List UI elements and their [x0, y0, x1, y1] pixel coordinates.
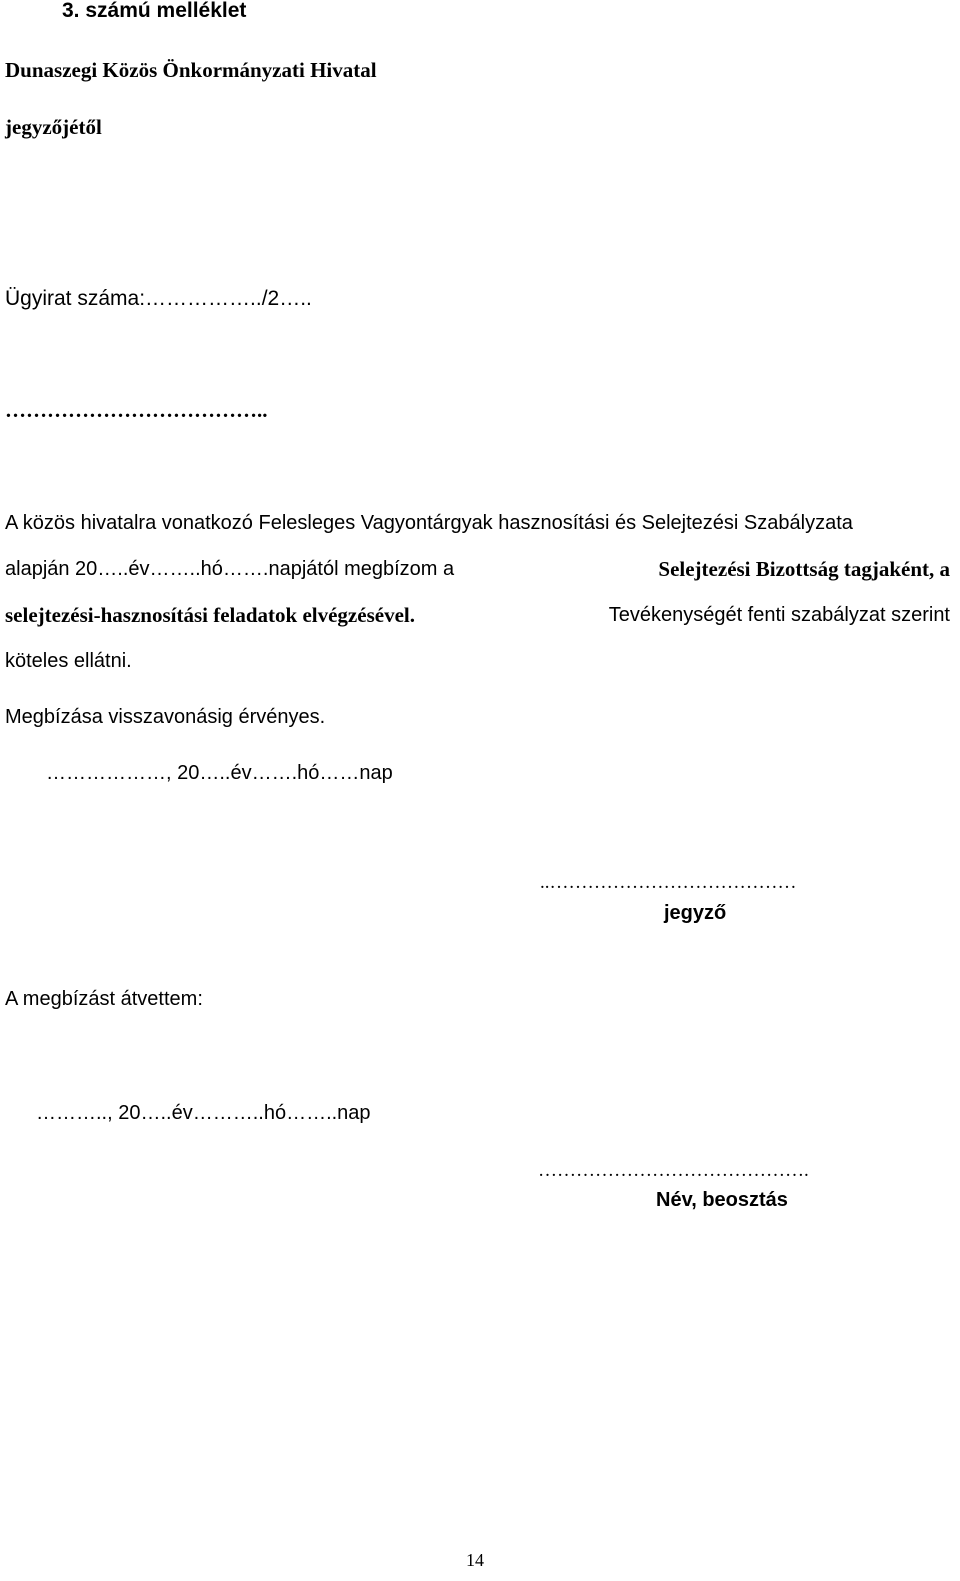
- case-number: Ügyirat száma:……………../2…..: [5, 287, 312, 310]
- body-line-1-text: A közös hivatalra vonatkozó Felesleges Vagyontárgyak hasznosítási és Selejtezési Szabályzata: [5, 512, 853, 534]
- body-line-2: [5, 556, 950, 582]
- sender-role: jegyzőjétől: [5, 115, 102, 139]
- addressee-placeholder: ………………………………..: [5, 398, 268, 422]
- signature-line-1: ..…………………………………: [540, 872, 797, 893]
- body-line-3: [5, 602, 950, 628]
- body-line-4: köteles ellátni.: [5, 650, 132, 672]
- received-label: A megbízást átvettem:: [5, 988, 203, 1010]
- body-line-2-plain: alapján 20…..év……..hó…….napjától megbízom a: [5, 558, 455, 580]
- annex-label: 3. számú melléklet: [62, 0, 247, 22]
- validity-statement: Megbízása visszavonásig érvényes.: [5, 706, 326, 728]
- body-line-3-bold: selejtezési-hasznosítási feladatok elvégzésével.: [5, 603, 415, 627]
- body-line-3-plain: Tevékenységét fenti szabályzat szerint: [608, 604, 950, 626]
- body-line-1: [5, 510, 950, 536]
- signature-title-2: Név, beosztás: [656, 1189, 788, 1211]
- place-date-line-2: ……….., 20…..év………..hó……..nap: [36, 1102, 371, 1124]
- signature-title-1: jegyző: [664, 902, 727, 924]
- body-line-2-bold: Selejtezési Bizottság tagjaként, a: [658, 557, 950, 581]
- sender-office: Dunaszegi Közös Önkormányzati Hivatal: [5, 58, 377, 82]
- place-date-line-1: ………………, 20…..év…….hó……nap: [46, 762, 393, 784]
- signature-line-2: …………………………………….: [538, 1160, 809, 1181]
- page-number: 14: [466, 1550, 484, 1570]
